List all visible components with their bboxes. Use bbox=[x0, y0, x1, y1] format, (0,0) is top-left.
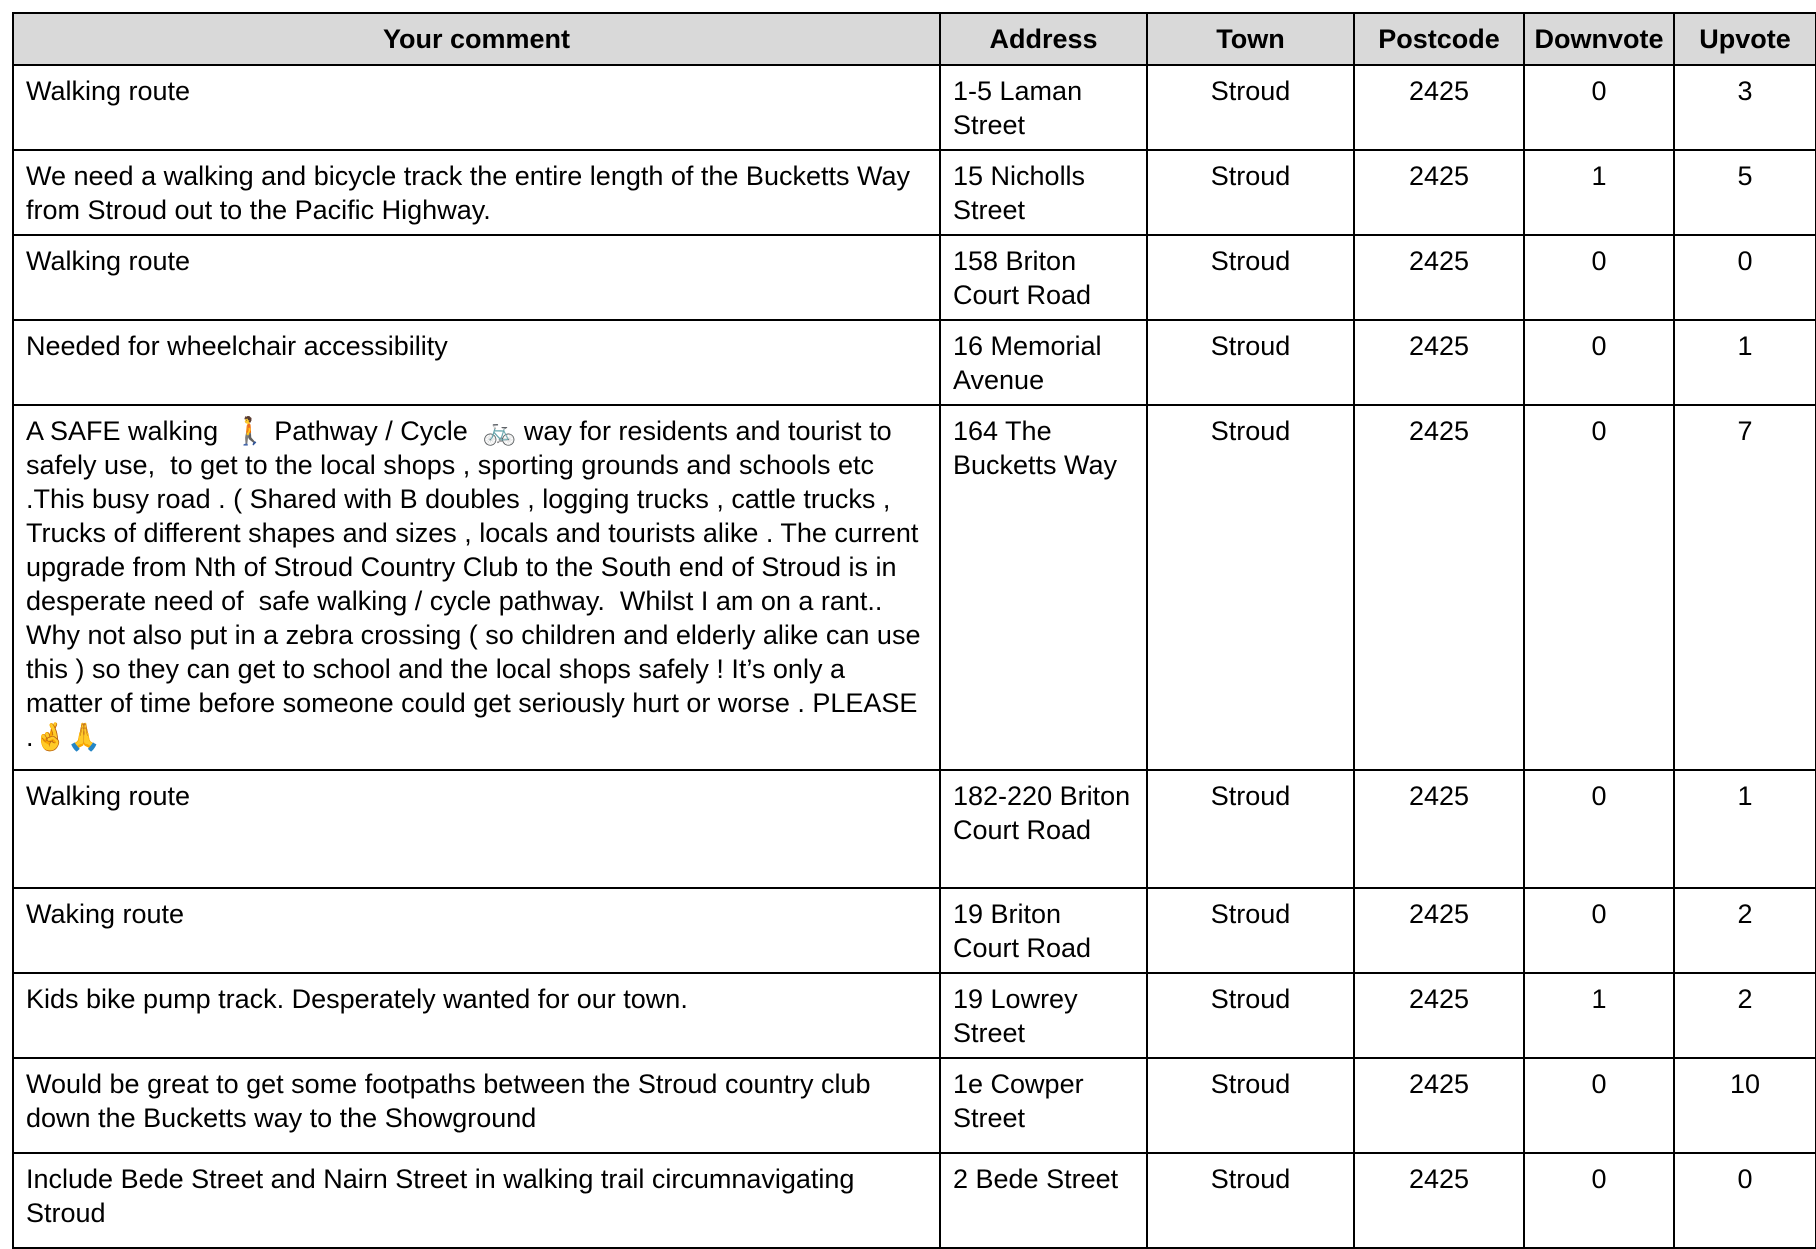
upvote-cell: 1 bbox=[1674, 770, 1816, 888]
header-postcode: Postcode bbox=[1354, 13, 1524, 65]
town-cell: Stroud bbox=[1147, 235, 1354, 320]
downvote-cell: 0 bbox=[1524, 235, 1674, 320]
comment-cell: Waking route bbox=[13, 888, 940, 973]
header-address: Address bbox=[940, 13, 1147, 65]
town-cell: Stroud bbox=[1147, 320, 1354, 405]
comment-cell: Kids bike pump track. Desperately wanted for our town. bbox=[13, 973, 940, 1058]
postcode-cell: 2425 bbox=[1354, 235, 1524, 320]
postcode-cell: 2425 bbox=[1354, 405, 1524, 770]
header-town: Town bbox=[1147, 13, 1354, 65]
upvote-cell: 2 bbox=[1674, 973, 1816, 1058]
table-row bbox=[13, 235, 1816, 320]
address-cell: 1e Cowper Street bbox=[940, 1058, 1147, 1153]
downvote-cell: 0 bbox=[1524, 320, 1674, 405]
table-row bbox=[13, 770, 1816, 888]
town-cell: Stroud bbox=[1147, 888, 1354, 973]
town-cell: Stroud bbox=[1147, 770, 1354, 888]
comment-cell: Walking route bbox=[13, 65, 940, 150]
table-row bbox=[13, 1153, 1816, 1248]
downvote-cell: 0 bbox=[1524, 65, 1674, 150]
address-cell: 2 Bede Street bbox=[940, 1153, 1147, 1248]
town-cell: Stroud bbox=[1147, 1153, 1354, 1248]
upvote-cell: 0 bbox=[1674, 235, 1816, 320]
address-cell: 164 The Bucketts Way bbox=[940, 405, 1147, 770]
table-row bbox=[13, 65, 1816, 150]
address-cell: 158 Briton Court Road bbox=[940, 235, 1147, 320]
downvote-cell: 0 bbox=[1524, 1153, 1674, 1248]
table-row bbox=[13, 1058, 1816, 1153]
postcode-cell: 2425 bbox=[1354, 320, 1524, 405]
downvote-cell: 1 bbox=[1524, 150, 1674, 235]
upvote-cell: 2 bbox=[1674, 888, 1816, 973]
downvote-cell: 1 bbox=[1524, 973, 1674, 1058]
comment-cell: We need a walking and bicycle track the entire length of the Bucketts Way from Stroud out to the Pacific Highway. bbox=[13, 150, 940, 235]
address-cell: 16 Memorial Avenue bbox=[940, 320, 1147, 405]
downvote-cell: 0 bbox=[1524, 1058, 1674, 1153]
comment-cell: Walking route bbox=[13, 770, 940, 888]
postcode-cell: 2425 bbox=[1354, 1058, 1524, 1153]
upvote-cell: 10 bbox=[1674, 1058, 1816, 1153]
postcode-cell: 2425 bbox=[1354, 973, 1524, 1058]
upvote-cell: 7 bbox=[1674, 405, 1816, 770]
address-cell: 19 Briton Court Road bbox=[940, 888, 1147, 973]
upvote-cell: 3 bbox=[1674, 65, 1816, 150]
postcode-cell: 2425 bbox=[1354, 888, 1524, 973]
header-downvote: Downvote bbox=[1524, 13, 1674, 65]
postcode-cell: 2425 bbox=[1354, 770, 1524, 888]
town-cell: Stroud bbox=[1147, 1058, 1354, 1153]
address-cell: 182-220 Briton Court Road bbox=[940, 770, 1147, 888]
town-cell: Stroud bbox=[1147, 150, 1354, 235]
comment-cell: Would be great to get some footpaths between the Stroud country club down the Bucketts way to the Showground bbox=[13, 1058, 940, 1153]
comment-cell: A SAFE walking 🚶 Pathway / Cycle 🚲 way for residents and tourist to safely use, to get to the local shops , sporting grounds and schools etc .This busy road . ( Shared with B doubles , logging trucks , cattle trucks , Trucks of different shapes and sizes , locals and tourists alike . The current upgrade from Nth of Stroud Country Club to the South end of Stroud is in desperate need of safe walking / cycle pathway. Whilst I am on a rant.. Why not also put in a zebra crossing ( so children and elderly alike can use this ) so they can get to school and the local shops safely ! It’s only a matter of time before someone could get seriously hurt or worse . PLEASE .🤞🙏 bbox=[13, 405, 940, 770]
postcode-cell: 2425 bbox=[1354, 150, 1524, 235]
address-cell: 1-5 Laman Street bbox=[940, 65, 1147, 150]
table-row bbox=[13, 320, 1816, 405]
comment-cell: Walking route bbox=[13, 235, 940, 320]
town-cell: Stroud bbox=[1147, 405, 1354, 770]
table-row bbox=[13, 405, 1816, 770]
table-row bbox=[13, 888, 1816, 973]
upvote-cell: 0 bbox=[1674, 1153, 1816, 1248]
town-cell: Stroud bbox=[1147, 973, 1354, 1058]
header-comment: Your comment bbox=[13, 13, 940, 65]
table-row bbox=[13, 973, 1816, 1058]
town-cell: Stroud bbox=[1147, 65, 1354, 150]
comment-cell: Include Bede Street and Nairn Street in walking trail circumnavigating Stroud bbox=[13, 1153, 940, 1248]
address-cell: 19 Lowrey Street bbox=[940, 973, 1147, 1058]
downvote-cell: 0 bbox=[1524, 770, 1674, 888]
upvote-cell: 1 bbox=[1674, 320, 1816, 405]
postcode-cell: 2425 bbox=[1354, 1153, 1524, 1248]
postcode-cell: 2425 bbox=[1354, 65, 1524, 150]
comments-table bbox=[12, 12, 1816, 1249]
downvote-cell: 0 bbox=[1524, 888, 1674, 973]
comment-cell: Needed for wheelchair accessibility bbox=[13, 320, 940, 405]
table-row bbox=[13, 150, 1816, 235]
upvote-cell: 5 bbox=[1674, 150, 1816, 235]
downvote-cell: 0 bbox=[1524, 405, 1674, 770]
header-row bbox=[13, 13, 1816, 65]
header-upvote: Upvote bbox=[1674, 13, 1816, 65]
address-cell: 15 Nicholls Street bbox=[940, 150, 1147, 235]
